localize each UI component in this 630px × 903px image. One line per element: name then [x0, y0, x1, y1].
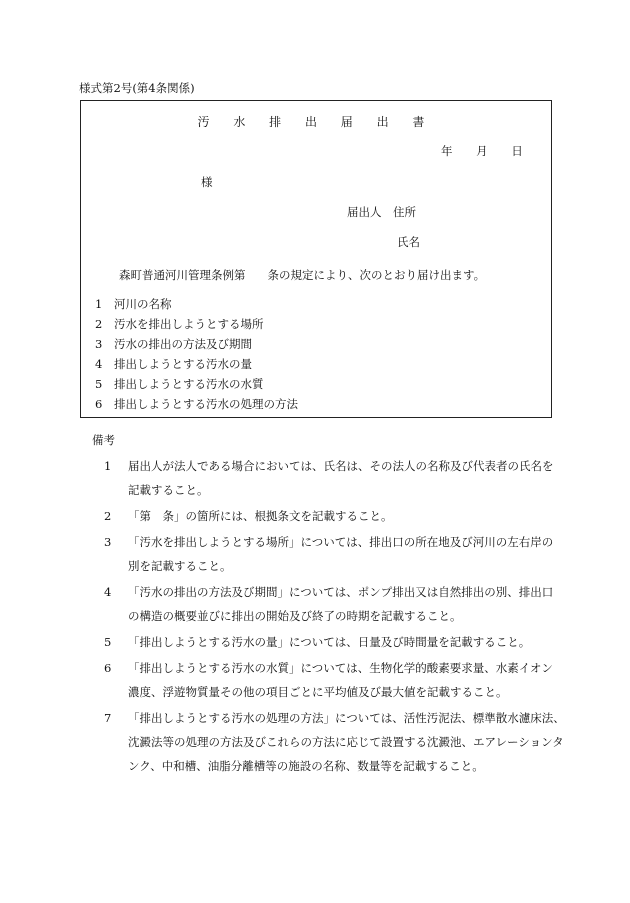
note-text: 「汚水の排出の方法及び期間」については、ポンプ排出又は自然排出の別、排出口 — [128, 585, 554, 599]
document-title: 汚 水 排 出 届 出 書 — [197, 115, 435, 129]
note-text: の構造の概要並びに排出の開始及び終了の時期を記載すること。 — [128, 609, 462, 623]
note-text: 届出人が法人である場合においては、氏名は、その法人の名称及び代表者の氏名を — [128, 459, 554, 473]
item-number: 6 — [95, 397, 103, 411]
note-line — [104, 458, 554, 474]
form-item — [95, 336, 252, 352]
note-number: 7 — [104, 711, 112, 725]
note-text: 「排出しようとする汚水の処理の方法」については、活性汚泥法、標準散水濾床法、 — [128, 711, 565, 725]
item-number: 1 — [95, 297, 103, 311]
notes-heading: 備考 — [92, 433, 115, 447]
note-line — [104, 534, 553, 550]
note-line — [104, 758, 484, 774]
note-number: 1 — [104, 459, 112, 473]
form-item — [95, 356, 252, 372]
note-number: 5 — [104, 635, 112, 649]
note-line — [104, 608, 462, 624]
item-number: 5 — [95, 377, 103, 391]
note-text: 沈澱法等の処理の方法及びこれらの方法に応じて設置する沈澱池、エアレーションタ — [128, 735, 564, 749]
item-label: 汚水を排出しようとする場所 — [114, 317, 264, 331]
note-text: 「排出しようとする汚水の水質」については、生物化学的酸素要求量、水素イオン — [128, 661, 553, 675]
note-line — [104, 684, 508, 700]
note-line — [104, 558, 232, 574]
note-line — [104, 482, 209, 498]
date-line — [441, 143, 523, 159]
form-item — [95, 296, 172, 312]
item-label: 排出しようとする汚水の量 — [114, 357, 252, 371]
note-line — [104, 660, 553, 676]
form-item — [95, 316, 264, 332]
note-number: 2 — [104, 509, 112, 523]
notification-form — [80, 100, 552, 418]
month-label: 月 — [476, 144, 488, 158]
addressee-suffix: 様 — [201, 175, 213, 189]
statement-prefix: 森町普通河川管理条例第 — [119, 268, 246, 282]
item-label: 汚水の排出の方法及び期間 — [114, 337, 252, 351]
note-line — [104, 634, 530, 650]
form-item — [95, 396, 298, 412]
note-line — [104, 508, 393, 524]
note-text: 「排出しようとする汚水の量」については、日量及び時間量を記載すること。 — [128, 635, 531, 649]
form-number-label: 様式第2号(第4条関係) — [79, 81, 195, 95]
note-text: 別を記載すること。 — [128, 559, 232, 573]
note-number: 3 — [104, 535, 112, 549]
note-text: ンク、中和槽、油脂分離槽等の施設の名称、数量等を記載すること。 — [128, 759, 484, 773]
item-label: 排出しようとする汚水の水質 — [114, 377, 264, 391]
note-text: 濃度、浮遊物質量その他の項目ごとに平均値及び最大値を記載すること。 — [128, 685, 508, 699]
note-line — [104, 584, 553, 600]
note-number: 6 — [104, 661, 112, 675]
note-text: 「汚水を排出しようとする場所」については、排出口の所在地及び河川の左右岸の — [128, 535, 554, 549]
item-number: 4 — [95, 357, 103, 371]
applicant-name-label: 氏名 — [397, 235, 420, 249]
note-text: 記載すること。 — [128, 483, 209, 497]
form-item — [95, 376, 264, 392]
note-line — [104, 710, 565, 726]
day-label: 日 — [511, 144, 523, 158]
item-number: 2 — [95, 317, 103, 331]
item-label: 河川の名称 — [114, 297, 172, 311]
note-text: 「第 条」の箇所には、根拠条文を記載すること。 — [128, 509, 393, 523]
statement — [119, 267, 485, 283]
applicant-address-label: 届出人 住所 — [347, 205, 416, 219]
statement-suffix: 条の規定により、次のとおり届け出ます。 — [267, 268, 486, 282]
note-number: 4 — [104, 585, 112, 599]
year-label: 年 — [441, 144, 453, 158]
note-line — [104, 734, 564, 750]
item-number: 3 — [95, 337, 103, 351]
item-label: 排出しようとする汚水の処理の方法 — [114, 397, 298, 411]
